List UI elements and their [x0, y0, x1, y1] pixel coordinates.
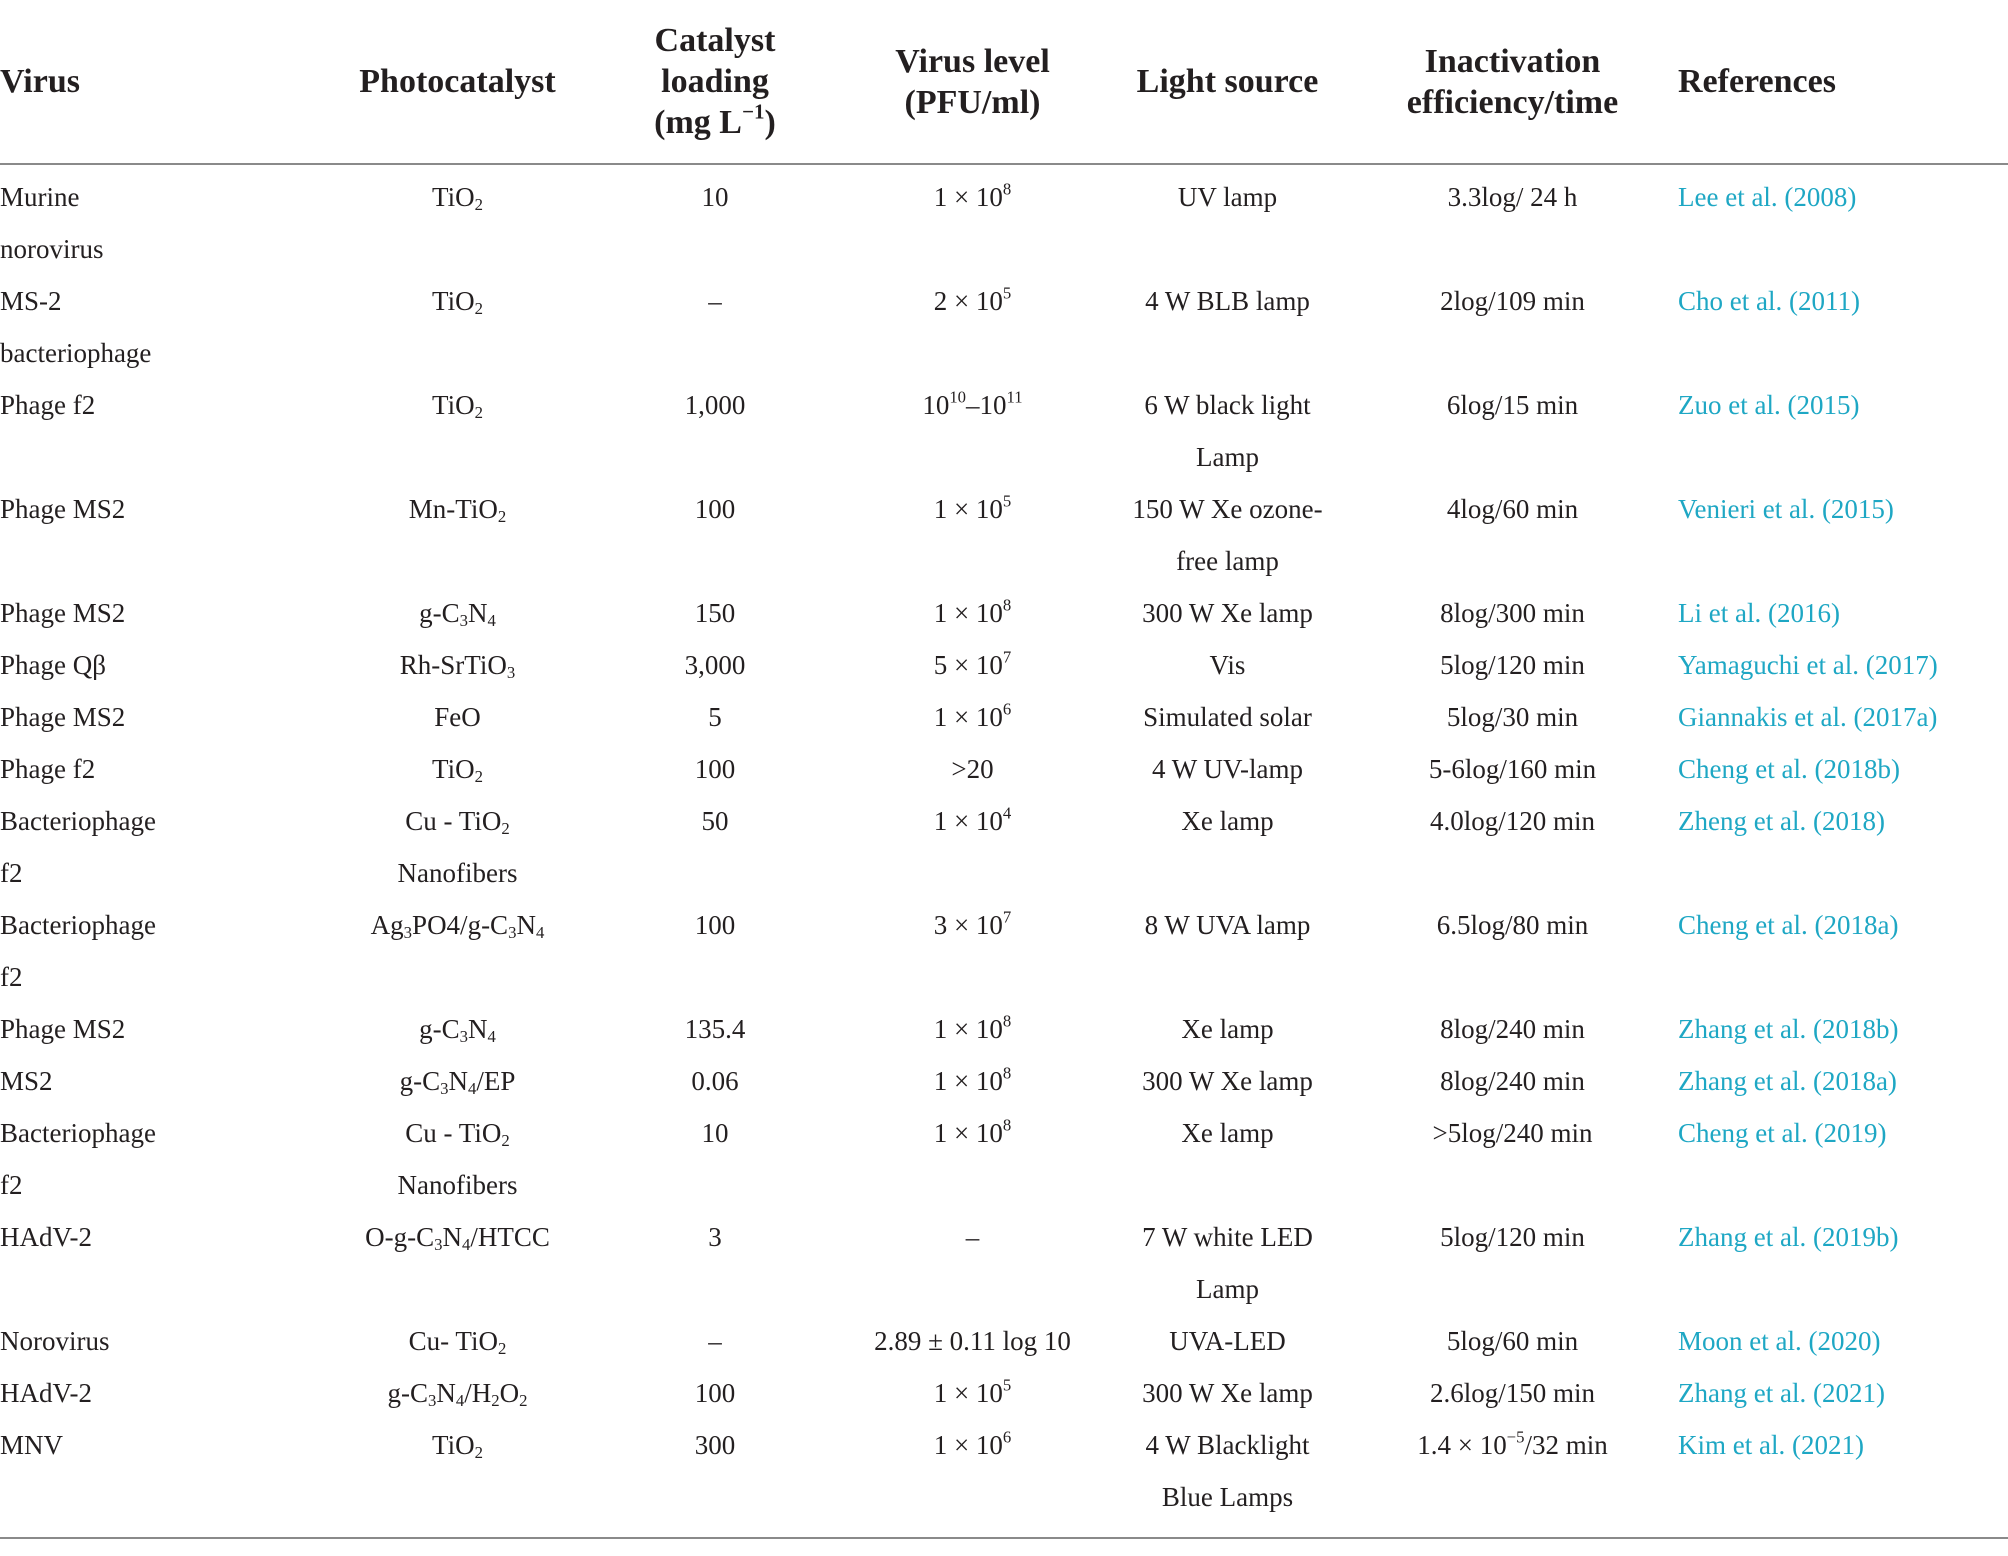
cell-catalyst-loading: –: [708, 286, 722, 316]
subscript: 2: [491, 1391, 500, 1411]
cell-inactivation-efficiency: 6log/15 min: [1446, 390, 1579, 420]
cell-virus: MNV: [0, 1419, 330, 1538]
cell-photocatalyst: TiO$_2$: [432, 182, 483, 215]
subscript: 4: [467, 1079, 477, 1099]
cell-light-source: Simulated solar: [1143, 702, 1312, 732]
subscript: 2: [497, 1339, 507, 1359]
cell-virus-level: $1 \times 10^5$: [933, 1375, 1012, 1408]
cell-virus-level: $1 \times 10^8$: [933, 595, 1012, 628]
reference-link[interactable]: Moon et al. (2020): [1678, 1326, 1881, 1356]
cell-photocatalyst: FeO: [434, 702, 481, 732]
cell-catalyst-loading: 50: [701, 806, 729, 836]
cell-virus: Bacteriophage f2: [0, 806, 156, 888]
cell-reference: [1670, 275, 2008, 379]
cell-light-source: Xe lamp: [1181, 1014, 1274, 1044]
table-row: [0, 1055, 2008, 1107]
subscript: 2: [519, 1391, 528, 1411]
superscript: 6: [1002, 699, 1012, 719]
cell-virus-level: $5 \times 10^7$: [933, 647, 1012, 680]
header-photocatalyst-label: Photocatalyst: [359, 63, 556, 100]
cell-virus-level: $1 \times 10^8$: [933, 1115, 1012, 1148]
cell-catalyst-loading: 135.4: [684, 1014, 746, 1044]
subscript: 4: [455, 1391, 465, 1411]
superscript: 8: [1002, 595, 1012, 615]
subscript: 2: [501, 819, 510, 839]
header-virus: [0, 0, 330, 164]
cell-reference: [1670, 1315, 2008, 1367]
cell-catalyst-loading: 100: [694, 754, 736, 784]
cell-virus: Phage f2: [0, 390, 96, 420]
header-loading-line3-end: ): [764, 104, 776, 141]
reference-link[interactable]: Li et al. (2016): [1678, 598, 1840, 628]
cell-reference: [1670, 743, 2008, 795]
reference-link[interactable]: Zhang et al. (2019b): [1678, 1222, 1899, 1252]
cell-reference: [1670, 1211, 2008, 1315]
cell-light-source: 8 W UVA lamp: [1144, 910, 1311, 940]
cell-reference: [1670, 1367, 2008, 1419]
cell-light-source: 300 W Xe lamp: [1142, 1066, 1313, 1096]
cell-reference: [1670, 795, 2008, 899]
cell-reference: [1670, 1419, 2008, 1538]
header-virus-label: Virus: [0, 63, 80, 100]
cell-reference: [1670, 1003, 2008, 1055]
cell-catalyst-loading: 3: [708, 1222, 722, 1252]
cell-virus-level: $10^{10}-10^{11}$: [922, 387, 1023, 420]
reference-link[interactable]: Zuo et al. (2015): [1678, 390, 1860, 420]
header-loading-line1: Catalyst: [654, 22, 776, 59]
superscript: 7: [1002, 647, 1012, 667]
table-row: [0, 379, 2008, 483]
cell-light-source: 300 W Xe lamp: [1142, 598, 1313, 628]
subscript: 4: [461, 1235, 471, 1255]
cell-reference: [1670, 1107, 2008, 1211]
cell-light-source: 4 W UV-lamp: [1151, 754, 1303, 784]
header-light-source: [1100, 0, 1355, 164]
cell-reference: [1670, 691, 2008, 743]
subscript: 2: [474, 767, 483, 787]
reference-link[interactable]: Zhang et al. (2021): [1678, 1378, 1885, 1408]
cell-photocatalyst: $g-C_3N_4/H_2O_2$: [387, 1378, 528, 1411]
cell-reference: [1670, 1055, 2008, 1107]
cell-virus-level: $1 \times 10^8$: [933, 179, 1012, 212]
cell-catalyst-loading: 10: [701, 1118, 729, 1148]
cell-virus: Phage MS2: [0, 494, 126, 524]
subscript: 2: [474, 403, 483, 423]
cell-photocatalyst: $O-g-C_3N_4$/HTCC: [365, 1222, 550, 1255]
header-references-label: References: [1678, 63, 1836, 100]
cell-light-source: UV lamp: [1177, 182, 1278, 212]
cell-photocatalyst: Rh-SrTiO$_3$: [399, 650, 516, 683]
cell-light-source: 300 W Xe lamp: [1142, 1378, 1313, 1408]
cell-virus: Phage MS2: [0, 702, 126, 732]
cell-catalyst-loading: 300: [585, 1419, 845, 1538]
cell-virus: MS-2 bacteriophage: [0, 286, 152, 368]
cell-inactivation-efficiency: 5log/30 min: [1446, 702, 1579, 732]
cell-light-source: Xe lamp: [1181, 1118, 1274, 1148]
cell-photocatalyst: TiO$_2$: [432, 754, 483, 787]
cell-inactivation-efficiency: 6.5log/80 min: [1436, 910, 1589, 940]
reference-link[interactable]: Giannakis et al. (2017a): [1678, 702, 1938, 732]
superscript: 8: [1002, 1011, 1012, 1031]
cell-photocatalyst: Cu - TiO$_2$ Nanofibers: [397, 1118, 518, 1200]
cell-virus-level: 2.89 ± 0.11 log 10: [874, 1326, 1071, 1356]
cell-inactivation-efficiency: >5log/240 min: [1432, 1118, 1593, 1148]
table-body: [0, 164, 2008, 1538]
table-row: [0, 795, 2008, 899]
superscript: 7: [1002, 907, 1012, 927]
cell-inactivation-efficiency: 5log/120 min: [1440, 650, 1585, 680]
cell-light-source: 4 W BLB lamp: [1145, 286, 1310, 316]
cell-light-source: Xe lamp: [1181, 806, 1274, 836]
cell-inactivation-efficiency: 5-6log/160 min: [1428, 754, 1597, 784]
reference-link[interactable]: Yamaguchi et al. (2017): [1678, 650, 1938, 680]
cell-inactivation-efficiency: 4.0log/120 min: [1429, 806, 1595, 836]
table-row: [0, 639, 2008, 691]
cell-inactivation-efficiency: 2.6log/150 min: [1429, 1378, 1595, 1408]
cell-inactivation-efficiency: 4log/60 min: [1446, 494, 1579, 524]
subscript: 3: [434, 1235, 443, 1255]
cell-catalyst-loading: 150: [694, 598, 736, 628]
table-row: [0, 1211, 2008, 1315]
table-row: [0, 164, 2008, 275]
cell-inactivation-efficiency: 5log/120 min: [1440, 1222, 1585, 1252]
table-row: [0, 275, 2008, 379]
cell-light-source: 4 W Blacklight Blue Lamps: [1100, 1419, 1355, 1538]
cell-virus: Phage MS2: [0, 1014, 126, 1044]
cell-photocatalyst: Mn-TiO$_2$: [408, 494, 507, 527]
cell-catalyst-loading: 1,000: [684, 390, 746, 420]
cell-virus: HAdV-2: [0, 1222, 93, 1252]
superscript: 8: [1002, 1115, 1012, 1135]
cell-virus-level: $1 \times 10^8$: [933, 1011, 1012, 1044]
table-row: [0, 899, 2008, 1003]
subscript: 4: [487, 611, 496, 631]
header-loading-unit-exponent: −1: [741, 99, 765, 124]
cell-virus-level: $1 \times 10^8$: [933, 1063, 1012, 1096]
reference-link[interactable]: Cheng et al. (2019): [1678, 1118, 1887, 1148]
cell-virus-level: $3 \times 10^7$: [933, 907, 1012, 940]
table-row: [0, 1003, 2008, 1055]
cell-inactivation-efficiency: 3.3log/ 24 h: [1447, 182, 1578, 212]
cell-catalyst-loading: –: [708, 1326, 722, 1356]
cell-reference: [1670, 587, 2008, 639]
cell-photocatalyst: $Ag_3PO4/g-C_3N_4$: [370, 910, 545, 943]
subscript: 3: [508, 923, 517, 943]
cell-catalyst-loading: 100: [694, 910, 736, 940]
cell-catalyst-loading: 0.06: [691, 1066, 739, 1096]
cell-inactivation-efficiency: $1.4 \times 10^{-5}/32$ min: [1355, 1419, 1670, 1538]
cell-virus-level: $1 \times 10^6$: [845, 1419, 1100, 1538]
cell-catalyst-loading: 3,000: [684, 650, 746, 680]
header-level-line2: (PFU/ml): [904, 83, 1041, 121]
cell-photocatalyst: TiO$_2$: [432, 390, 483, 423]
cell-inactivation-efficiency: 8log/240 min: [1440, 1066, 1585, 1096]
header-photocatalyst: [330, 0, 585, 164]
superscript: 5: [1002, 1375, 1012, 1395]
reference-link[interactable]: Venieri et al. (2015): [1678, 494, 1894, 524]
cell-photocatalyst: Cu - TiO$_2$ Nanofibers: [397, 806, 518, 888]
cell-virus: HAdV-2: [0, 1378, 93, 1408]
cell-light-source: 7 W white LED Lamp: [1142, 1222, 1313, 1304]
superscript: 11: [1006, 387, 1023, 407]
header-virus-level: [845, 0, 1100, 164]
reference-link[interactable]: Cheng et al. (2018b): [1678, 754, 1900, 784]
cell-photocatalyst: Cu- TiO$_2$: [408, 1326, 507, 1359]
table-header: [0, 0, 2008, 164]
subscript: 3: [459, 1027, 468, 1047]
cell-virus: Phage f2: [0, 754, 96, 784]
table-row: [0, 1367, 2008, 1419]
subscript: 3: [440, 1079, 449, 1099]
cell-reference: [1670, 899, 2008, 1003]
reference-link[interactable]: Cheng et al. (2018a): [1678, 910, 1899, 940]
table-row: [0, 587, 2008, 639]
reference-link[interactable]: Zheng et al. (2018): [1678, 806, 1885, 836]
header-light-label: Light source: [1136, 63, 1319, 100]
cell-catalyst-loading: 100: [694, 494, 736, 524]
subscript: 2: [474, 195, 483, 215]
table-row: [0, 743, 2008, 795]
cell-light-source: 6 W black light Lamp: [1144, 390, 1311, 472]
cell-virus-level: $1 \times 10^4$: [933, 803, 1012, 836]
cell-light-source: UVA-LED: [1169, 1326, 1286, 1356]
superscript: 4: [1002, 803, 1012, 823]
table-row: [0, 483, 2008, 587]
table-row: [0, 691, 2008, 743]
reference-link[interactable]: Zhang et al. (2018a): [1678, 1066, 1897, 1096]
cell-reference: [1670, 483, 2008, 587]
subscript: 2: [497, 507, 507, 527]
subscript: 3: [403, 923, 413, 943]
cell-virus-level: $1 \times 10^5$: [933, 491, 1012, 524]
superscript: 6: [1002, 1427, 1012, 1447]
header-inactivation: [1355, 0, 1670, 164]
cell-inactivation-efficiency: 8log/240 min: [1440, 1014, 1585, 1044]
header-eff-line1: Inactivation: [1424, 42, 1601, 80]
cell-catalyst-loading: 5: [708, 702, 722, 732]
header-eff-line2: efficiency/time: [1406, 83, 1619, 121]
superscript: 5: [1002, 491, 1012, 511]
table-row: [0, 1419, 2008, 1538]
cell-virus: Murine norovirus: [0, 182, 104, 264]
cell-inactivation-efficiency: 8log/300 min: [1440, 598, 1585, 628]
header-references: [1670, 0, 2008, 164]
subscript: 2: [474, 299, 483, 319]
header-row: [0, 0, 2008, 164]
cell-reference: [1670, 379, 2008, 483]
cell-virus: Norovirus: [0, 1326, 110, 1356]
reference-link[interactable]: Lee et al. (2008): [1678, 182, 1857, 212]
cell-catalyst-loading: 100: [694, 1378, 736, 1408]
cell-photocatalyst: TiO$_2$: [432, 286, 483, 319]
cell-inactivation-efficiency: 2log/109 min: [1440, 286, 1585, 316]
cell-inactivation-efficiency: 5log/60 min: [1446, 1326, 1579, 1356]
cell-photocatalyst: $g-C_3N_4$: [419, 1014, 496, 1047]
superscript: 8: [1002, 1063, 1012, 1083]
cell-reference: [1670, 639, 2008, 691]
superscript: 10: [949, 387, 967, 407]
cell-virus: Phage Qβ: [0, 650, 106, 680]
cell-photocatalyst: $g-C_3N_4$: [419, 598, 496, 631]
header-catalyst-loading: [585, 0, 845, 164]
header-loading-line2: loading: [661, 63, 769, 100]
subscript: 2: [474, 1443, 483, 1463]
cell-virus: Phage MS2: [0, 598, 126, 628]
cell-virus-level: –: [965, 1222, 980, 1252]
subscript: 3: [428, 1391, 437, 1411]
superscript: 8: [1002, 179, 1012, 199]
cell-virus: Bacteriophage f2: [0, 910, 156, 992]
reference-link[interactable]: Kim et al. (2021): [1678, 1430, 1864, 1460]
cell-virus-level: $2 \times 10^5$: [933, 283, 1012, 316]
cell-virus: MS2: [0, 1066, 53, 1096]
superscript: −5: [1506, 1427, 1525, 1447]
header-level-line1: Virus level: [895, 42, 1050, 80]
subscript: 4: [535, 923, 545, 943]
cell-reference: [1670, 164, 2008, 275]
cell-virus-level: >20: [951, 754, 994, 784]
table-row: [0, 1107, 2008, 1211]
cell-catalyst-loading: 10: [701, 182, 729, 212]
subscript: 4: [487, 1027, 496, 1047]
header-loading-line3: (mg L: [654, 104, 742, 141]
superscript: 5: [1002, 283, 1012, 303]
cell-virus-level: $1 \times 10^6$: [933, 699, 1012, 732]
reference-link[interactable]: Cho et al. (2011): [1678, 286, 1860, 316]
cell-virus: Bacteriophage f2: [0, 1118, 156, 1200]
subscript: 3: [459, 611, 468, 631]
cell-light-source: 150 W Xe ozone- free lamp: [1132, 494, 1323, 576]
subscript: 2: [501, 1131, 510, 1151]
cell-light-source: Vis: [1209, 650, 1246, 680]
subscript: 3: [506, 663, 516, 683]
cell-photocatalyst: $g-C_3N_4/EP$: [399, 1066, 516, 1099]
table-row: [0, 1315, 2008, 1367]
reference-link[interactable]: Zhang et al. (2018b): [1678, 1014, 1899, 1044]
cell-photocatalyst: TiO$_2$: [330, 1419, 585, 1538]
